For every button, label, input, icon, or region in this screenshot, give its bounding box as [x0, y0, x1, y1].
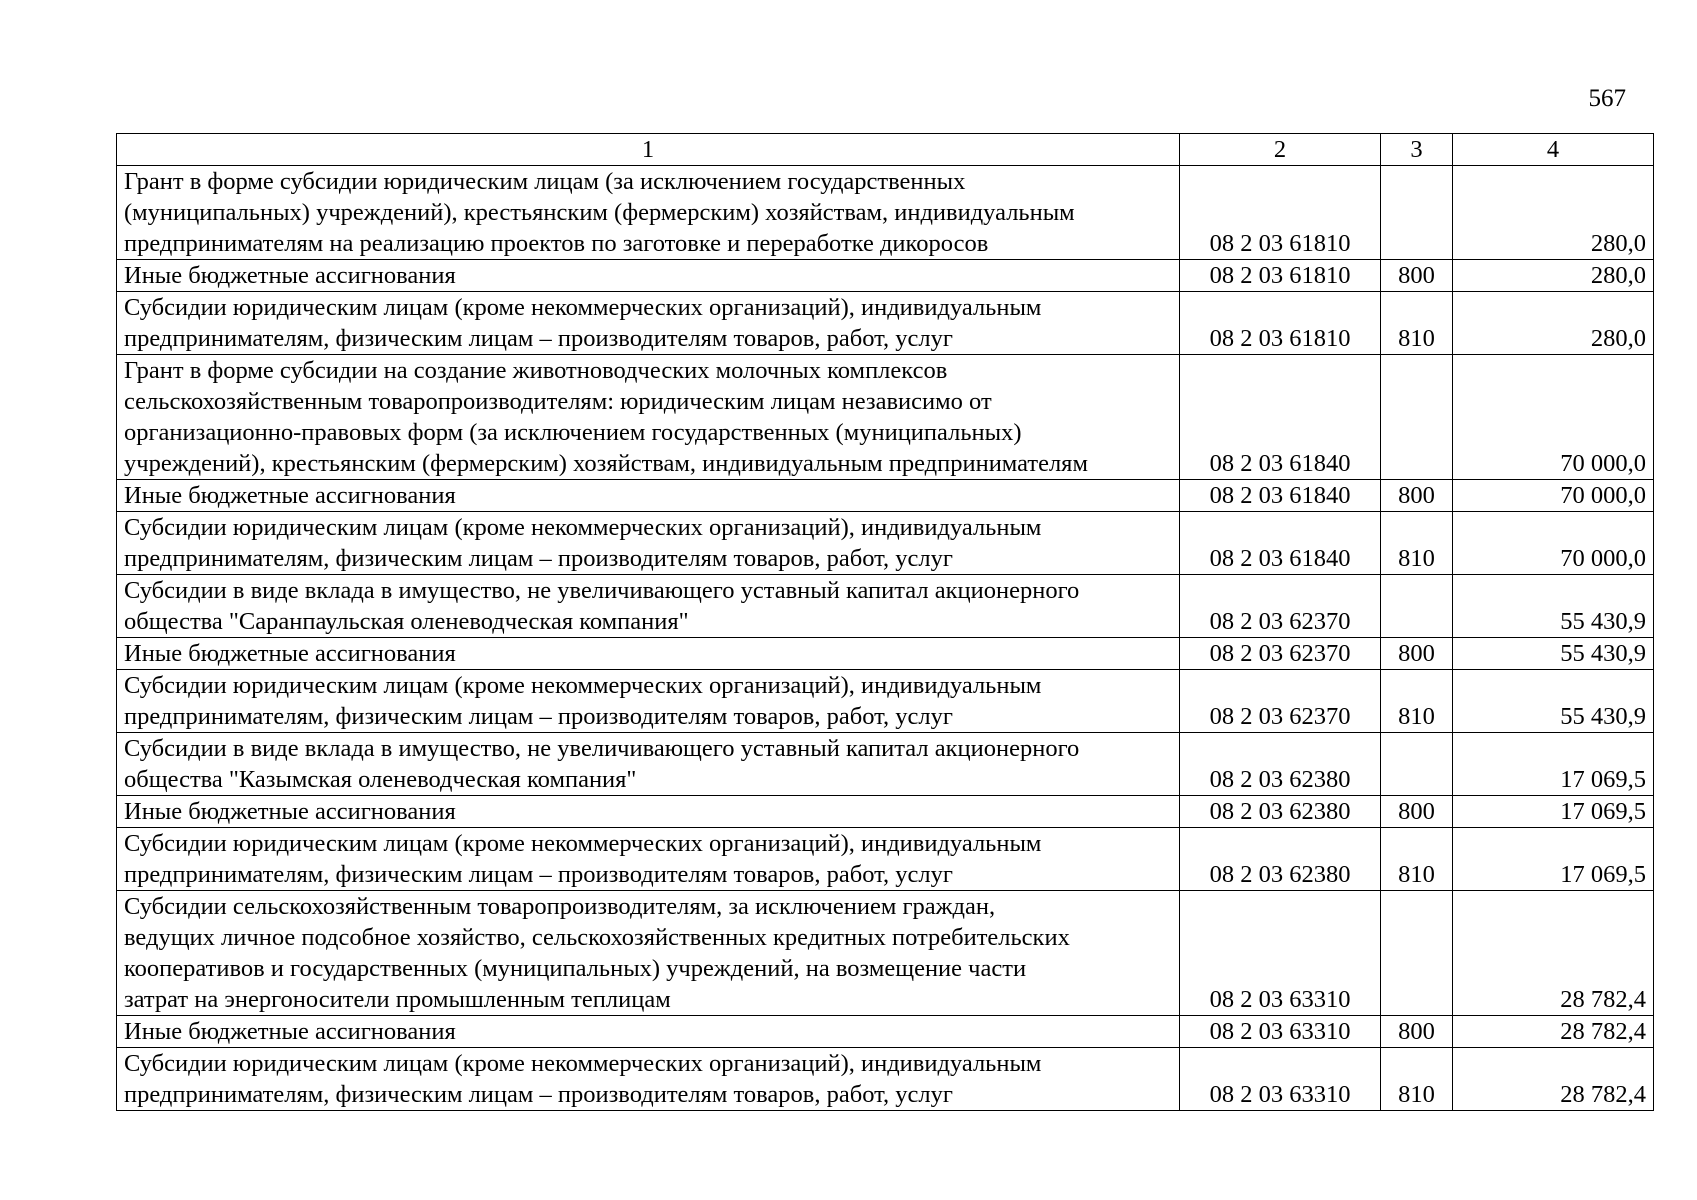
row-type-cell [1381, 355, 1453, 480]
row-code-cell: 08 2 03 62380 [1180, 828, 1381, 891]
row-amount-cell: 280,0 [1453, 260, 1654, 292]
row-amount-cell: 280,0 [1453, 166, 1654, 260]
row-name-cell: Субсидии в виде вклада в имущество, не увеличивающего уставный капитал акционерного общества "Казымская оленеводческая компания" [117, 733, 1180, 796]
row-name-cell: Субсидии юридическим лицам (кроме некоммерческих организаций), индивидуальным предпринимателям, физическим лицам – производителям товаров, работ, услуг [117, 512, 1180, 575]
row-name-cell: Субсидии юридическим лицам (кроме некоммерческих организаций), индивидуальным предпринимателям, физическим лицам – производителям товаров, работ, услуг [117, 828, 1180, 891]
row-amount-cell: 55 430,9 [1453, 638, 1654, 670]
header-col-3: 3 [1381, 134, 1453, 166]
row-type-cell: 800 [1381, 638, 1453, 670]
row-name-cell: Грант в форме субсидии юридическим лицам (за исключением государственных (муниципальных) учреждений), крестьянским (фермерским) хозяйствам, индивидуальным предпринимателям на реализацию проектов по заготовке и переработке дикоросов [117, 166, 1180, 260]
row-code-cell: 08 2 03 63310 [1180, 1048, 1381, 1111]
row-amount-cell: 70 000,0 [1453, 480, 1654, 512]
row-type-cell: 810 [1381, 1048, 1453, 1111]
table-row [117, 1048, 1654, 1111]
row-type-cell: 810 [1381, 828, 1453, 891]
table-row [117, 512, 1654, 575]
row-code-cell: 08 2 03 62380 [1180, 796, 1381, 828]
table-row [117, 670, 1654, 733]
row-code-cell: 08 2 03 61810 [1180, 166, 1381, 260]
row-code-cell: 08 2 03 63310 [1180, 1016, 1381, 1048]
row-amount-cell: 17 069,5 [1453, 796, 1654, 828]
row-code-cell: 08 2 03 62380 [1180, 733, 1381, 796]
row-code-cell: 08 2 03 61840 [1180, 355, 1381, 480]
row-code-cell: 08 2 03 61810 [1180, 260, 1381, 292]
table-row [117, 638, 1654, 670]
row-amount-cell: 70 000,0 [1453, 355, 1654, 480]
table-row [117, 891, 1654, 1016]
row-amount-cell: 70 000,0 [1453, 512, 1654, 575]
table-row [117, 260, 1654, 292]
header-col-1: 1 [117, 134, 1180, 166]
row-name-cell: Иные бюджетные ассигнования [117, 260, 1180, 292]
row-name-cell: Иные бюджетные ассигнования [117, 638, 1180, 670]
row-type-cell: 800 [1381, 796, 1453, 828]
header-col-4: 4 [1453, 134, 1654, 166]
row-code-cell: 08 2 03 62370 [1180, 638, 1381, 670]
row-type-cell [1381, 166, 1453, 260]
table-row [117, 828, 1654, 891]
row-code-cell: 08 2 03 63310 [1180, 891, 1381, 1016]
row-name-cell: Иные бюджетные ассигнования [117, 796, 1180, 828]
table-row [117, 166, 1654, 260]
row-amount-cell: 280,0 [1453, 292, 1654, 355]
row-name-cell: Субсидии юридическим лицам (кроме некоммерческих организаций), индивидуальным предпринимателям, физическим лицам – производителям товаров, работ, услуг [117, 292, 1180, 355]
table-row [117, 733, 1654, 796]
row-type-cell: 800 [1381, 260, 1453, 292]
header-col-2: 2 [1180, 134, 1381, 166]
row-type-cell [1381, 891, 1453, 1016]
row-amount-cell: 28 782,4 [1453, 1048, 1654, 1111]
table-row [117, 355, 1654, 480]
row-amount-cell: 55 430,9 [1453, 670, 1654, 733]
row-code-cell: 08 2 03 62370 [1180, 670, 1381, 733]
row-code-cell: 08 2 03 61840 [1180, 480, 1381, 512]
row-name-cell: Грант в форме субсидии на создание животноводческих молочных комплексов сельскохозяйственным товаропроизводителям: юридическим лицам независимо от организационно-правовых форм (за исключением государственных (муниципальных) учреждений), крестьянским (фермерским) хозяйствам, индивидуальным предпринимателям [117, 355, 1180, 480]
row-type-cell: 810 [1381, 670, 1453, 733]
header-row [117, 134, 1654, 166]
page-number: 567 [1588, 85, 1626, 112]
table-row [117, 796, 1654, 828]
table-body [117, 166, 1654, 1111]
row-name-cell: Иные бюджетные ассигнования [117, 480, 1180, 512]
table-row [117, 480, 1654, 512]
table-row [117, 575, 1654, 638]
table-row [117, 1016, 1654, 1048]
row-name-cell: Субсидии сельскохозяйственным товаропроизводителям, за исключением граждан, ведущих личное подсобное хозяйство, сельскохозяйственных кредитных потребительских кооперативов и государственных (муниципальных) учреждений, на возмещение части затрат на энергоносители промышленным теплицам [117, 891, 1180, 1016]
row-name-cell: Иные бюджетные ассигнования [117, 1016, 1180, 1048]
row-amount-cell: 28 782,4 [1453, 1016, 1654, 1048]
row-name-cell: Субсидии в виде вклада в имущество, не увеличивающего уставный капитал акционерного общества "Саранпаульская оленеводческая компания" [117, 575, 1180, 638]
row-type-cell: 810 [1381, 512, 1453, 575]
row-name-cell: Субсидии юридическим лицам (кроме некоммерческих организаций), индивидуальным предпринимателям, физическим лицам – производителям товаров, работ, услуг [117, 1048, 1180, 1111]
row-type-cell [1381, 733, 1453, 796]
budget-table [116, 133, 1654, 1111]
row-code-cell: 08 2 03 62370 [1180, 575, 1381, 638]
row-type-cell: 800 [1381, 480, 1453, 512]
row-type-cell: 800 [1381, 1016, 1453, 1048]
table-row [117, 292, 1654, 355]
row-amount-cell: 28 782,4 [1453, 891, 1654, 1016]
row-type-cell [1381, 575, 1453, 638]
row-name-cell: Субсидии юридическим лицам (кроме некоммерческих организаций), индивидуальным предпринимателям, физическим лицам – производителям товаров, работ, услуг [117, 670, 1180, 733]
row-amount-cell: 17 069,5 [1453, 828, 1654, 891]
row-amount-cell: 17 069,5 [1453, 733, 1654, 796]
row-amount-cell: 55 430,9 [1453, 575, 1654, 638]
row-code-cell: 08 2 03 61810 [1180, 292, 1381, 355]
row-code-cell: 08 2 03 61840 [1180, 512, 1381, 575]
row-type-cell: 810 [1381, 292, 1453, 355]
